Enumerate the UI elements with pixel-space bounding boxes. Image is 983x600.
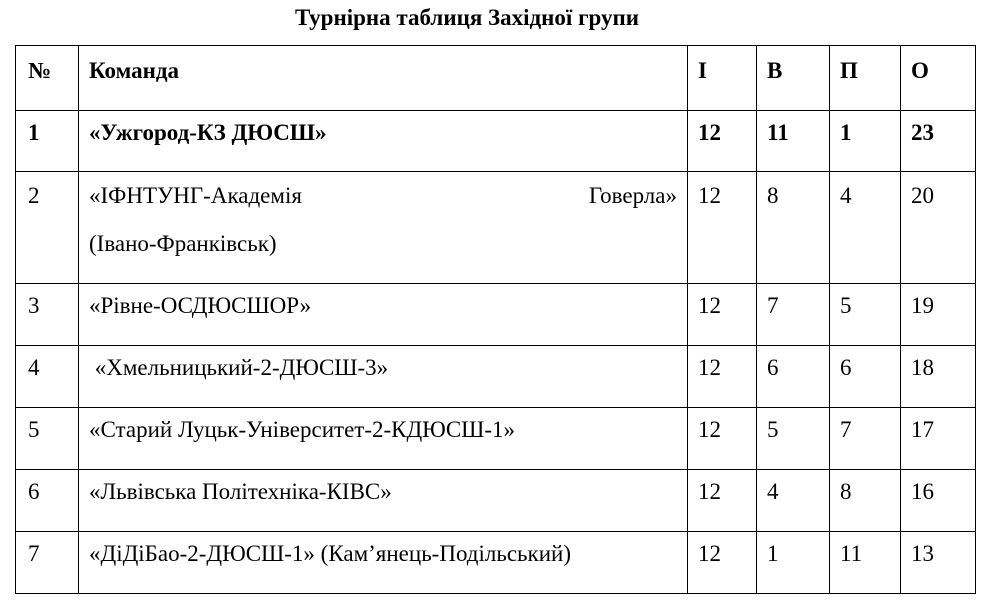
cell-no: 1 xyxy=(16,111,79,172)
team-line-2: (Івано-Франківськ) xyxy=(89,231,277,256)
cell-points: 16 xyxy=(901,470,976,532)
team-name-part-1: «ІФНТУНГ-Академія xyxy=(89,183,302,208)
cell-losses: 1 xyxy=(830,111,901,172)
cell-no: 2 xyxy=(16,172,79,284)
cell-games: 12 xyxy=(688,408,757,470)
cell-wins: 11 xyxy=(757,111,830,172)
header-team: Команда xyxy=(79,46,688,111)
cell-no: 3 xyxy=(16,284,79,346)
cell-games: 12 xyxy=(688,532,757,594)
cell-losses: 4 xyxy=(830,172,901,284)
header-no: № xyxy=(16,46,79,111)
cell-team: «ДіДіБао-2-ДЮСШ-1» (Кам’янець-Подільський) xyxy=(79,532,688,594)
cell-games: 12 xyxy=(688,111,757,172)
cell-team xyxy=(79,172,688,284)
table-row xyxy=(16,470,976,532)
standings-table xyxy=(15,45,976,594)
cell-no: 5 xyxy=(16,408,79,470)
header-row xyxy=(16,46,976,111)
header-points: О xyxy=(901,46,976,111)
table-row xyxy=(16,284,976,346)
cell-games: 12 xyxy=(688,346,757,408)
team-name-part-2: Говерла» xyxy=(588,183,677,208)
cell-points: 19 xyxy=(901,284,976,346)
cell-losses: 6 xyxy=(830,346,901,408)
header-losses: П xyxy=(830,46,901,111)
cell-points: 20 xyxy=(901,172,976,284)
cell-games: 12 xyxy=(688,470,757,532)
cell-wins: 4 xyxy=(757,470,830,532)
table-row xyxy=(16,532,976,594)
cell-wins: 1 xyxy=(757,532,830,594)
cell-wins: 5 xyxy=(757,408,830,470)
cell-games: 12 xyxy=(688,284,757,346)
cell-losses: 11 xyxy=(830,532,901,594)
table-title: Турнірна таблиця Західної групи xyxy=(294,5,640,30)
cell-no: 6 xyxy=(16,470,79,532)
cell-wins: 8 xyxy=(757,172,830,284)
cell-wins: 6 xyxy=(757,346,830,408)
table-row xyxy=(16,346,976,408)
cell-team: «Ужгород-КЗ ДЮСШ» xyxy=(79,111,688,172)
cell-wins: 7 xyxy=(757,284,830,346)
team-line-1 xyxy=(89,172,677,220)
header-games: І xyxy=(688,46,757,111)
cell-no: 7 xyxy=(16,532,79,594)
cell-losses: 7 xyxy=(830,408,901,470)
cell-losses: 5 xyxy=(830,284,901,346)
cell-team: «Старий Луцьк-Університет-2-КДЮСШ-1» xyxy=(79,408,688,470)
header-wins: В xyxy=(757,46,830,111)
cell-team: «Рівне-ОСДЮСШОР» xyxy=(79,284,688,346)
cell-games: 12 xyxy=(688,172,757,284)
table-row xyxy=(16,408,976,470)
table-row xyxy=(16,172,976,284)
cell-team: «Львівська Політехніка-КІВС» xyxy=(79,470,688,532)
cell-team: «Хмельницький-2-ДЮСШ-3» xyxy=(79,346,688,408)
cell-points: 18 xyxy=(901,346,976,408)
cell-points: 13 xyxy=(901,532,976,594)
cell-points: 23 xyxy=(901,111,976,172)
cell-points: 17 xyxy=(901,408,976,470)
cell-no: 4 xyxy=(16,346,79,408)
table-row xyxy=(16,111,976,172)
cell-losses: 8 xyxy=(830,470,901,532)
